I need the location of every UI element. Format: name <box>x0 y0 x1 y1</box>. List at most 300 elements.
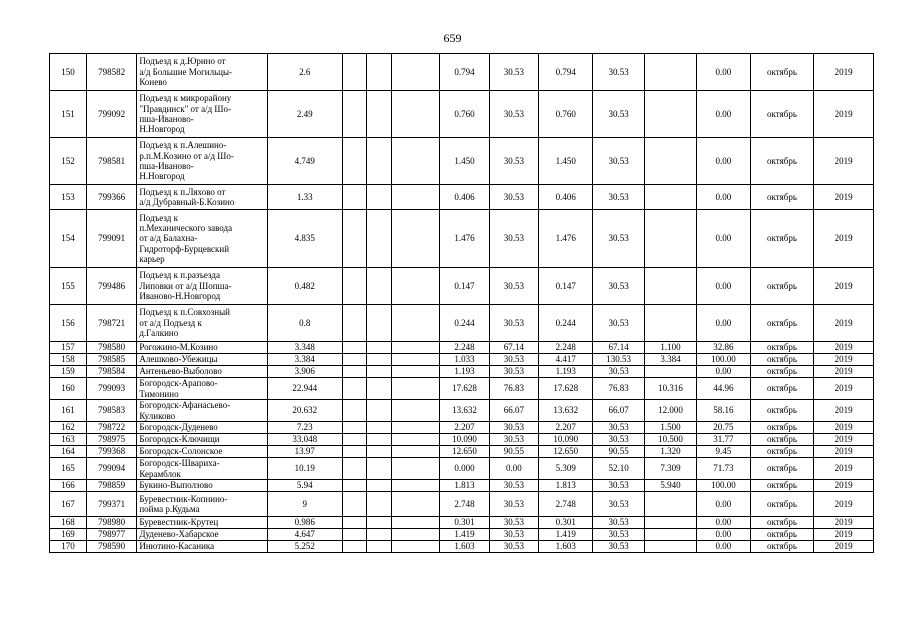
cell-code: 799093 <box>86 378 136 400</box>
cell-v1: 1.813 <box>440 480 489 492</box>
table-row <box>50 366 874 378</box>
cell-empty <box>367 434 392 446</box>
cell-empty <box>342 54 367 91</box>
cell-code: 798585 <box>86 354 136 366</box>
cell-v1: 1.419 <box>440 529 489 541</box>
cell-len: 22.944 <box>267 378 342 400</box>
table-row <box>50 354 874 366</box>
cell-v4: 30.53 <box>593 305 644 342</box>
cell-v1: 0.301 <box>440 517 489 529</box>
cell-empty <box>392 305 440 342</box>
cell-month: октябрь <box>750 422 814 434</box>
cell-len: 9 <box>267 492 342 517</box>
cell-empty <box>392 366 440 378</box>
cell-empty <box>367 366 392 378</box>
cell-v6: 0.00 <box>697 492 750 517</box>
cell-no: 153 <box>50 185 87 210</box>
cell-empty <box>342 305 367 342</box>
cell-month: октябрь <box>750 541 814 553</box>
cell-v2: 30.53 <box>489 480 538 492</box>
table-row <box>50 400 874 422</box>
cell-year: 2019 <box>814 434 874 446</box>
cell-empty <box>392 434 440 446</box>
cell-name: Подъезд к п.Ляхово от а/д Дубравный-Б.Козино <box>137 185 267 210</box>
cell-len: 5.252 <box>267 541 342 553</box>
cell-v4: 67.14 <box>593 342 644 354</box>
cell-v3: 13.632 <box>539 400 593 422</box>
cell-v5: 12.000 <box>644 400 696 422</box>
cell-v4: 30.53 <box>593 185 644 210</box>
cell-v2: 90.55 <box>489 446 538 458</box>
cell-v4: 90.55 <box>593 446 644 458</box>
cell-v6: 31.77 <box>697 434 750 446</box>
cell-v6: 0.00 <box>697 268 750 305</box>
cell-month: октябрь <box>750 446 814 458</box>
cell-v4: 30.53 <box>593 91 644 138</box>
cell-len: 2.49 <box>267 91 342 138</box>
cell-empty <box>392 517 440 529</box>
cell-len: 4.835 <box>267 210 342 268</box>
cell-v6: 0.00 <box>697 185 750 210</box>
cell-v5 <box>644 517 696 529</box>
cell-empty <box>392 458 440 480</box>
cell-name: Подъезд к п.Совхозный от а/д Подъезд к д.Галкино <box>137 305 267 342</box>
cell-v4: 30.53 <box>593 529 644 541</box>
cell-v3: 1.193 <box>539 366 593 378</box>
cell-empty <box>367 210 392 268</box>
cell-no: 162 <box>50 422 87 434</box>
cell-empty <box>392 91 440 138</box>
cell-v1: 1.476 <box>440 210 489 268</box>
cell-empty <box>367 480 392 492</box>
cell-v4: 30.53 <box>593 492 644 517</box>
table-row <box>50 480 874 492</box>
cell-code: 799091 <box>86 210 136 268</box>
cell-year: 2019 <box>814 446 874 458</box>
cell-v5: 3.384 <box>644 354 696 366</box>
cell-empty <box>342 268 367 305</box>
cell-empty <box>367 517 392 529</box>
cell-empty <box>367 400 392 422</box>
cell-v3: 0.244 <box>539 305 593 342</box>
table-row <box>50 210 874 268</box>
cell-name: Богородск-Афанасьево- Куликово <box>137 400 267 422</box>
cell-v5 <box>644 210 696 268</box>
cell-v6: 100.00 <box>697 480 750 492</box>
cell-empty <box>367 138 392 185</box>
cell-v2: 30.53 <box>489 422 538 434</box>
cell-empty <box>367 378 392 400</box>
cell-name: Подъезд к п.Механического завода от а/д Балахна- Гидроторф-Бурцевский карьер <box>137 210 267 268</box>
cell-v4: 130.53 <box>593 354 644 366</box>
cell-empty <box>392 492 440 517</box>
cell-v2: 67.14 <box>489 342 538 354</box>
cell-empty <box>367 354 392 366</box>
cell-v6: 44.96 <box>697 378 750 400</box>
cell-code: 799368 <box>86 446 136 458</box>
cell-code: 798721 <box>86 305 136 342</box>
cell-v6: 0.00 <box>697 210 750 268</box>
cell-month: октябрь <box>750 378 814 400</box>
cell-year: 2019 <box>814 210 874 268</box>
cell-len: 4.647 <box>267 529 342 541</box>
cell-len: 20.632 <box>267 400 342 422</box>
cell-empty <box>392 268 440 305</box>
cell-no: 159 <box>50 366 87 378</box>
cell-v3: 2.207 <box>539 422 593 434</box>
cell-v4: 30.53 <box>593 541 644 553</box>
cell-code: 798583 <box>86 400 136 422</box>
cell-v2: 30.53 <box>489 305 538 342</box>
cell-v5 <box>644 541 696 553</box>
cell-year: 2019 <box>814 342 874 354</box>
cell-len: 3.384 <box>267 354 342 366</box>
cell-empty <box>342 458 367 480</box>
cell-name: Богородск-Шварихa- Керамблок <box>137 458 267 480</box>
cell-v4: 30.53 <box>593 138 644 185</box>
cell-year: 2019 <box>814 378 874 400</box>
table-row <box>50 492 874 517</box>
cell-month: октябрь <box>750 492 814 517</box>
cell-v3: 1.419 <box>539 529 593 541</box>
cell-year: 2019 <box>814 517 874 529</box>
cell-v3: 0.760 <box>539 91 593 138</box>
cell-month: октябрь <box>750 342 814 354</box>
table-row <box>50 342 874 354</box>
cell-month: октябрь <box>750 529 814 541</box>
cell-no: 168 <box>50 517 87 529</box>
cell-v1: 1.193 <box>440 366 489 378</box>
cell-empty <box>392 342 440 354</box>
table-row <box>50 305 874 342</box>
cell-v1: 2.248 <box>440 342 489 354</box>
cell-name: Инютино-Касаника <box>137 541 267 553</box>
cell-no: 157 <box>50 342 87 354</box>
cell-len: 0.482 <box>267 268 342 305</box>
cell-code: 799092 <box>86 91 136 138</box>
cell-empty <box>342 378 367 400</box>
cell-no: 169 <box>50 529 87 541</box>
cell-v4: 30.53 <box>593 517 644 529</box>
cell-v1: 1.603 <box>440 541 489 553</box>
cell-code: 798859 <box>86 480 136 492</box>
cell-v1: 13.632 <box>440 400 489 422</box>
cell-v6: 0.00 <box>697 91 750 138</box>
cell-name: Богородск-Солонское <box>137 446 267 458</box>
cell-empty <box>367 422 392 434</box>
cell-year: 2019 <box>814 366 874 378</box>
cell-v4: 30.53 <box>593 54 644 91</box>
table-row <box>50 517 874 529</box>
cell-v4: 30.53 <box>593 366 644 378</box>
cell-no: 164 <box>50 446 87 458</box>
cell-v5 <box>644 138 696 185</box>
cell-empty <box>342 541 367 553</box>
cell-empty <box>392 446 440 458</box>
cell-name: Подъезд к микрорайону "Правдинск" от а/д Шо- пша-Иваново- Н.Новгород <box>137 91 267 138</box>
cell-empty <box>392 422 440 434</box>
table-row <box>50 434 874 446</box>
cell-v6: 0.00 <box>697 529 750 541</box>
cell-v3: 0.794 <box>539 54 593 91</box>
cell-empty <box>342 354 367 366</box>
cell-no: 158 <box>50 354 87 366</box>
cell-v5 <box>644 54 696 91</box>
table-row <box>50 185 874 210</box>
cell-empty <box>342 138 367 185</box>
cell-v5 <box>644 529 696 541</box>
cell-v2: 66.07 <box>489 400 538 422</box>
cell-v1: 0.760 <box>440 91 489 138</box>
table-row <box>50 541 874 553</box>
cell-name: Подъезд к п.разъезда Липовки от а/д Шопша- Иваново-Н.Новгород <box>137 268 267 305</box>
cell-v1: 2.207 <box>440 422 489 434</box>
cell-empty <box>342 529 367 541</box>
cell-code: 799371 <box>86 492 136 517</box>
cell-v3: 2.248 <box>539 342 593 354</box>
cell-no: 151 <box>50 91 87 138</box>
cell-empty <box>342 342 367 354</box>
cell-code: 799486 <box>86 268 136 305</box>
cell-v6: 32.86 <box>697 342 750 354</box>
cell-year: 2019 <box>814 91 874 138</box>
cell-len: 4.749 <box>267 138 342 185</box>
cell-v2: 30.53 <box>489 185 538 210</box>
cell-month: октябрь <box>750 210 814 268</box>
cell-no: 154 <box>50 210 87 268</box>
cell-v6: 9.45 <box>697 446 750 458</box>
cell-no: 163 <box>50 434 87 446</box>
cell-year: 2019 <box>814 400 874 422</box>
cell-v6: 0.00 <box>697 54 750 91</box>
cell-len: 1.33 <box>267 185 342 210</box>
cell-empty <box>342 434 367 446</box>
cell-v3: 0.147 <box>539 268 593 305</box>
cell-v1: 1.033 <box>440 354 489 366</box>
cell-empty <box>367 54 392 91</box>
cell-no: 150 <box>50 54 87 91</box>
cell-len: 2.6 <box>267 54 342 91</box>
cell-year: 2019 <box>814 354 874 366</box>
cell-v5 <box>644 366 696 378</box>
cell-v3: 4.417 <box>539 354 593 366</box>
cell-v4: 66.07 <box>593 400 644 422</box>
cell-v2: 30.53 <box>489 210 538 268</box>
cell-v3: 12.650 <box>539 446 593 458</box>
cell-v2: 30.53 <box>489 138 538 185</box>
cell-year: 2019 <box>814 480 874 492</box>
cell-v5: 1.320 <box>644 446 696 458</box>
cell-empty <box>342 210 367 268</box>
cell-year: 2019 <box>814 138 874 185</box>
cell-empty <box>392 529 440 541</box>
cell-code: 798977 <box>86 529 136 541</box>
cell-len: 10.19 <box>267 458 342 480</box>
cell-len: 5.94 <box>267 480 342 492</box>
cell-year: 2019 <box>814 268 874 305</box>
cell-empty <box>367 492 392 517</box>
cell-v4: 76.83 <box>593 378 644 400</box>
cell-empty <box>367 305 392 342</box>
cell-no: 165 <box>50 458 87 480</box>
cell-v1: 12.650 <box>440 446 489 458</box>
cell-no: 161 <box>50 400 87 422</box>
cell-code: 799366 <box>86 185 136 210</box>
cell-no: 155 <box>50 268 87 305</box>
cell-v6: 20.75 <box>697 422 750 434</box>
cell-name: Подъезд к п.Алешино- р.п.М.Козино от а/д Шо- пша-Иваново- Н.Новгород <box>137 138 267 185</box>
cell-year: 2019 <box>814 185 874 210</box>
cell-len: 3.348 <box>267 342 342 354</box>
roads-table <box>49 53 874 553</box>
cell-v3: 2.748 <box>539 492 593 517</box>
cell-code: 798722 <box>86 422 136 434</box>
cell-v6: 71.73 <box>697 458 750 480</box>
cell-name: Буревестник-Копнино- пойма р.Кудьма <box>137 492 267 517</box>
cell-empty <box>342 185 367 210</box>
cell-v2: 76.83 <box>489 378 538 400</box>
cell-v5 <box>644 305 696 342</box>
cell-no: 152 <box>50 138 87 185</box>
cell-len: 3.906 <box>267 366 342 378</box>
cell-no: 170 <box>50 541 87 553</box>
cell-empty <box>392 185 440 210</box>
cell-empty <box>367 529 392 541</box>
cell-month: октябрь <box>750 54 814 91</box>
cell-v3: 0.301 <box>539 517 593 529</box>
cell-month: октябрь <box>750 91 814 138</box>
cell-v1: 1.450 <box>440 138 489 185</box>
cell-name: Букино-Выползово <box>137 480 267 492</box>
cell-v4: 30.53 <box>593 422 644 434</box>
cell-month: октябрь <box>750 268 814 305</box>
cell-v6: 58.16 <box>697 400 750 422</box>
cell-empty <box>342 400 367 422</box>
cell-empty <box>392 378 440 400</box>
cell-code: 798581 <box>86 138 136 185</box>
cell-v2: 30.53 <box>489 268 538 305</box>
cell-code: 798975 <box>86 434 136 446</box>
table-row <box>50 138 874 185</box>
cell-month: октябрь <box>750 366 814 378</box>
cell-code: 798590 <box>86 541 136 553</box>
cell-v2: 30.53 <box>489 434 538 446</box>
cell-empty <box>342 446 367 458</box>
cell-year: 2019 <box>814 541 874 553</box>
cell-v1: 0.000 <box>440 458 489 480</box>
cell-len: 0.986 <box>267 517 342 529</box>
table-row <box>50 458 874 480</box>
cell-v1: 2.748 <box>440 492 489 517</box>
cell-v5: 7.309 <box>644 458 696 480</box>
cell-v2: 30.53 <box>489 517 538 529</box>
cell-v1: 10.090 <box>440 434 489 446</box>
cell-empty <box>367 458 392 480</box>
cell-empty <box>367 541 392 553</box>
cell-v5: 1.100 <box>644 342 696 354</box>
cell-v3: 1.476 <box>539 210 593 268</box>
cell-v5 <box>644 91 696 138</box>
cell-year: 2019 <box>814 422 874 434</box>
cell-no: 166 <box>50 480 87 492</box>
cell-v2: 30.53 <box>489 492 538 517</box>
cell-month: октябрь <box>750 458 814 480</box>
cell-v2: 30.53 <box>489 354 538 366</box>
cell-v5 <box>644 185 696 210</box>
cell-len: 0.8 <box>267 305 342 342</box>
cell-name: Богородск-Дуденево <box>137 422 267 434</box>
cell-v4: 30.53 <box>593 480 644 492</box>
cell-v2: 30.53 <box>489 529 538 541</box>
table-row <box>50 422 874 434</box>
cell-empty <box>392 480 440 492</box>
table-row <box>50 446 874 458</box>
cell-empty <box>392 138 440 185</box>
cell-empty <box>392 354 440 366</box>
cell-name: Алешково-Убежицы <box>137 354 267 366</box>
cell-empty <box>392 541 440 553</box>
cell-month: октябрь <box>750 480 814 492</box>
cell-v5: 10.500 <box>644 434 696 446</box>
cell-v2: 30.53 <box>489 91 538 138</box>
page-number: 659 <box>443 31 462 45</box>
cell-year: 2019 <box>814 529 874 541</box>
cell-month: октябрь <box>750 517 814 529</box>
cell-v1: 0.244 <box>440 305 489 342</box>
cell-empty <box>342 517 367 529</box>
cell-v4: 30.53 <box>593 434 644 446</box>
cell-year: 2019 <box>814 492 874 517</box>
table-row <box>50 378 874 400</box>
cell-empty <box>342 366 367 378</box>
cell-name: Богородск-Ключищи <box>137 434 267 446</box>
cell-v1: 0.406 <box>440 185 489 210</box>
table-row <box>50 54 874 91</box>
cell-len: 7.23 <box>267 422 342 434</box>
cell-month: октябрь <box>750 354 814 366</box>
cell-name: Буревестник-Крутец <box>137 517 267 529</box>
cell-empty <box>367 91 392 138</box>
cell-empty <box>392 400 440 422</box>
cell-empty <box>392 210 440 268</box>
cell-empty <box>342 480 367 492</box>
cell-v5: 5.940 <box>644 480 696 492</box>
cell-code: 798582 <box>86 54 136 91</box>
cell-v2: 30.53 <box>489 541 538 553</box>
cell-v4: 30.53 <box>593 268 644 305</box>
cell-empty <box>367 268 392 305</box>
cell-len: 33.048 <box>267 434 342 446</box>
cell-v5: 1.500 <box>644 422 696 434</box>
cell-month: октябрь <box>750 434 814 446</box>
cell-v3: 1.450 <box>539 138 593 185</box>
cell-v5 <box>644 492 696 517</box>
cell-code: 798580 <box>86 342 136 354</box>
cell-year: 2019 <box>814 305 874 342</box>
cell-v6: 0.00 <box>697 541 750 553</box>
cell-v3: 17.628 <box>539 378 593 400</box>
cell-name: Богородск-Арапово- Тимонино <box>137 378 267 400</box>
cell-v3: 0.406 <box>539 185 593 210</box>
cell-len: 13.97 <box>267 446 342 458</box>
cell-name: Рогожино-М.Козино <box>137 342 267 354</box>
cell-v6: 0.00 <box>697 138 750 185</box>
cell-name: Подъезд к д.Юрино от а/д Большие Могильцы- Конево <box>137 54 267 91</box>
cell-v1: 0.794 <box>440 54 489 91</box>
cell-no: 156 <box>50 305 87 342</box>
cell-v2: 0.00 <box>489 458 538 480</box>
cell-v5: 10.316 <box>644 378 696 400</box>
